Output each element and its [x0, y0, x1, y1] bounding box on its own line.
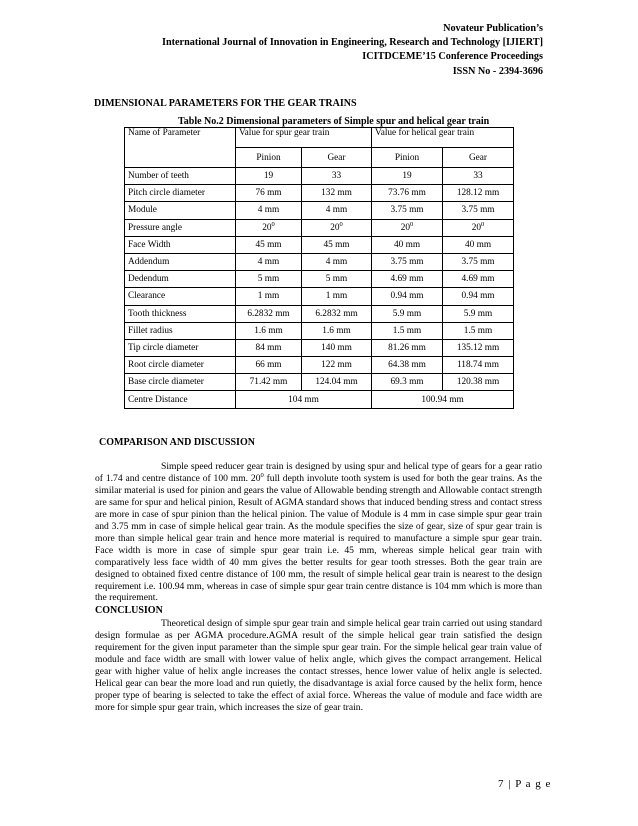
cell-value-text: 0.94 mm [461, 291, 495, 302]
cell-value [302, 219, 372, 236]
cell-value-text: 140 mm [321, 342, 352, 353]
table-row [125, 357, 514, 374]
cell-value-text: 45 mm [255, 239, 282, 250]
cell-value [302, 185, 372, 202]
table-row [125, 305, 514, 322]
header-helical-gear: Gear [443, 148, 514, 168]
cell-value-text: 0.94 mm [390, 291, 424, 302]
issn: ISSN No - 2394-3696 [452, 65, 543, 77]
cell-value [302, 305, 372, 322]
cell-parameter-name: Tip circle diameter [125, 339, 236, 356]
cell-value [236, 202, 302, 219]
conference-name: ICITDCEME’15 Conference Proceedings [362, 51, 543, 63]
cell-value [302, 339, 372, 356]
cell-value [236, 168, 302, 185]
cell-parameter-name: Clearance [125, 288, 236, 305]
table-row-centre-distance [125, 391, 514, 408]
degree-superscript: 0 [481, 220, 485, 228]
cell-parameter-name: Module [125, 202, 236, 219]
cell-value [372, 322, 443, 339]
cell-value-text: 6.2832 mm [315, 308, 358, 319]
table-row [125, 374, 514, 391]
cell-value-text: 4 mm [257, 205, 280, 216]
header-spur-gear: Gear [302, 148, 372, 168]
cell-value [443, 185, 514, 202]
cell-value-text: 1 mm [257, 291, 280, 302]
header-spur: Value for spur gear train [236, 128, 372, 148]
table-row [125, 271, 514, 288]
cell-value [302, 322, 372, 339]
header-helical: Value for helical gear train [372, 128, 514, 148]
table-row [125, 322, 514, 339]
cell-value [372, 305, 443, 322]
cell-value-text: 84 mm [255, 342, 282, 353]
parameters-table [124, 127, 514, 409]
cell-value [302, 357, 372, 374]
cell-value [372, 288, 443, 305]
page-number: 7 | P a g e [498, 778, 552, 790]
table-row [125, 236, 514, 253]
cell-value [372, 271, 443, 288]
cell-helical-centre: 100.94 mm [372, 391, 514, 408]
cell-value-text: 1.6 mm [254, 325, 283, 336]
cell-value [372, 357, 443, 374]
cell-value-text: 5.9 mm [392, 308, 422, 319]
cell-value [443, 271, 514, 288]
cell-value-text: 1.6 mm [322, 325, 351, 336]
cell-value [236, 288, 302, 305]
cell-value-text: 40 mm [464, 239, 492, 250]
table-caption: Table No.2 Dimensional parameters of Simple spur and helical gear train [178, 116, 490, 127]
cell-value-text: 6.2832 mm [247, 308, 290, 319]
cell-value [443, 357, 514, 374]
cell-value-text: 76 mm [255, 188, 282, 199]
conclusion-paragraph [95, 618, 542, 714]
cell-value [443, 288, 514, 305]
cell-value-text: 40 mm [393, 239, 421, 250]
cell-value-text: 1.5 mm [463, 325, 493, 336]
cell-parameter-name: Dedendum [125, 271, 236, 288]
table-row [125, 168, 514, 185]
cell-value-text: 73.76 mm [388, 188, 426, 199]
cell-value-text: 5 mm [257, 274, 280, 285]
cell-value [302, 236, 372, 253]
cell-parameter-name: Centre Distance [125, 391, 236, 408]
cell-parameter-name: Addendum [125, 253, 236, 270]
cell-value-text: 20 [330, 222, 340, 233]
table-row [125, 288, 514, 305]
comparison-paragraph [95, 461, 542, 604]
section-title-comparison: COMPARISON AND DISCUSSION [99, 437, 255, 448]
journal-title: International Journal of Innovation in Engineering, Research and Technology [IJIERT] [162, 37, 543, 49]
cell-value [236, 219, 302, 236]
table-row [125, 185, 514, 202]
degree-superscript: 0 [339, 220, 343, 228]
cell-value-text: 122 mm [321, 360, 352, 371]
cell-value-text: 4.69 mm [461, 274, 495, 285]
cell-value-text: 1.5 mm [392, 325, 422, 336]
cell-value-text: 71.42 mm [249, 377, 288, 388]
cell-value [236, 357, 302, 374]
header-parameter-name: Name of Parameter [125, 128, 236, 168]
cell-value [372, 168, 443, 185]
cell-value-text: 1 mm [325, 291, 348, 302]
cell-value [443, 168, 514, 185]
cell-value-text: 5 mm [325, 274, 348, 285]
cell-value-text: 33 [331, 171, 342, 182]
cell-parameter-name: Root circle diameter [125, 357, 236, 374]
cell-value-text: 135.12 mm [456, 342, 500, 353]
comparison-text-b: full depth involute tooth system is used for both the gear trains. As the similar material is used for pinion and gears the value of Allowable bending strength and Allowable contact strength are same for spur and helical pinion, Result of AGMA standard shows that induced bending stress and contact stress are more in case of spur pinion than the helical pinion. The value of Module is 4 mm in case simple spur gear train and 3.75 mm in case of simple helical gear train. As the module specifies the size of gear, size of spur gear train is more than simple helical gear train and hence more material is required to manufacture a simple spur gear train. Face width is more in case of simple spur gear train i.e. 45 mm, whereas simple helical gear train with comparatively less face width of 40 mm gives the better results for gear tooth stresses. Both the gear train are designed to obtained fixed centre distance of 100 mm, the result of simple helical gear train is nearest to the design requirement i.e. 100.94 mm, whereas in case of simple spur gear train centre distance is 104 mm which is more than the requirement. [95, 472, 542, 604]
cell-parameter-name: Face Width [125, 236, 236, 253]
cell-parameter-name: Base circle diameter [125, 374, 236, 391]
cell-value-text: 33 [473, 171, 483, 182]
cell-value-text: 69.3 mm [390, 377, 424, 388]
cell-value-text: 118.74 mm [457, 360, 500, 371]
publisher-name: Novateur Publication’s [443, 23, 543, 34]
cell-value [236, 374, 302, 391]
cell-value [302, 253, 372, 270]
cell-value [372, 253, 443, 270]
cell-value [372, 202, 443, 219]
comparison-text-a: Simple speed reducer gear train is designed by using spur and helical type of gears for a gear ratio of 1.74 and centre distance of 100 mm. 20 [95, 461, 542, 484]
cell-value [443, 219, 514, 236]
cell-value-text: 20 [262, 222, 272, 233]
cell-value-text: 3.75 mm [390, 257, 424, 268]
cell-value-text: 5.9 mm [463, 308, 493, 319]
cell-value [236, 236, 302, 253]
section-title-conclusion: CONCLUSION [95, 605, 163, 616]
cell-value [302, 168, 372, 185]
cell-value-text: 66 mm [255, 360, 282, 371]
cell-value [372, 339, 443, 356]
table-row [125, 219, 514, 236]
cell-value-text: 4 mm [257, 257, 280, 268]
cell-value [372, 236, 443, 253]
cell-spur-centre: 104 mm [236, 391, 372, 408]
cell-value [443, 253, 514, 270]
degree-superscript: 0 [271, 220, 275, 228]
cell-value-text: 3.75 mm [461, 257, 495, 268]
cell-value [302, 288, 372, 305]
cell-parameter-name: Number of teeth [125, 168, 236, 185]
cell-value [236, 253, 302, 270]
cell-parameter-name: Pitch circle diameter [125, 185, 236, 202]
cell-value-text: 64.38 mm [388, 360, 426, 371]
cell-value [443, 322, 514, 339]
cell-value-text: 81.26 mm [388, 342, 426, 353]
degree-superscript: 0 [410, 220, 414, 228]
cell-value-text: 19 [402, 171, 412, 182]
cell-value [372, 374, 443, 391]
cell-value [443, 202, 514, 219]
cell-value [443, 339, 514, 356]
table-header-row [125, 128, 514, 148]
cell-value-text: 4 mm [325, 205, 348, 216]
cell-value [302, 271, 372, 288]
cell-value [236, 185, 302, 202]
table-row [125, 202, 514, 219]
cell-value-text: 20 [471, 222, 482, 233]
cell-value [302, 374, 372, 391]
cell-value [302, 202, 372, 219]
cell-value-text: 45 mm [323, 239, 350, 250]
cell-value-text: 124.04 mm [315, 377, 358, 388]
cell-parameter-name: Fillet radius [125, 322, 236, 339]
cell-value-text: 4.69 mm [390, 274, 424, 285]
table-row [125, 339, 514, 356]
header-helical-pinion: Pinion [372, 148, 443, 168]
cell-value-text: 3.75 mm [461, 205, 495, 216]
cell-parameter-name: Pressure angle [125, 219, 236, 236]
cell-value [236, 339, 302, 356]
cell-value [236, 305, 302, 322]
table-row [125, 253, 514, 270]
cell-value [443, 374, 514, 391]
cell-value [372, 185, 443, 202]
header-spur-pinion: Pinion [236, 148, 302, 168]
cell-value [372, 219, 443, 236]
cell-value [236, 271, 302, 288]
cell-value-text: 19 [263, 171, 274, 182]
cell-value-text: 128.12 mm [456, 188, 500, 199]
cell-value-text: 120.38 mm [456, 377, 500, 388]
cell-value [443, 236, 514, 253]
cell-value-text: 132 mm [321, 188, 352, 199]
journal-header [162, 22, 543, 79]
degree-superscript: 0 [260, 471, 264, 479]
section-title-dimensional: DIMENSIONAL PARAMETERS FOR THE GEAR TRAINS [94, 98, 357, 109]
cell-parameter-name: Tooth thickness [125, 305, 236, 322]
cell-value-text: 3.75 mm [390, 205, 424, 216]
cell-value [236, 322, 302, 339]
cell-value-text: 4 mm [325, 257, 348, 268]
conclusion-text: Theoretical design of simple spur gear train and simple helical gear train carried out using standard design formulae as per AGMA procedure.AGMA result of the simple helical gear train satisfied the design requirement for the given input parameter than the simple spur gear train. For the simple helical gear train value of module and face width are small with lower value of helix angle, which gives the compact arrangement. Helical gear with higher value of helix angle increases the contact stresses, hence lower value of helix angle is selected. Helical gear can bear the more load and run quietly, the disadvantage is axial force caused by the helix form, hence proper type of bearing is selected to take the effect of axial force. Whereas the value of module and face width are more for simple spur gear train, which increases the size of gear train. [95, 618, 542, 713]
cell-value [443, 305, 514, 322]
cell-value-text: 20 [400, 222, 411, 233]
